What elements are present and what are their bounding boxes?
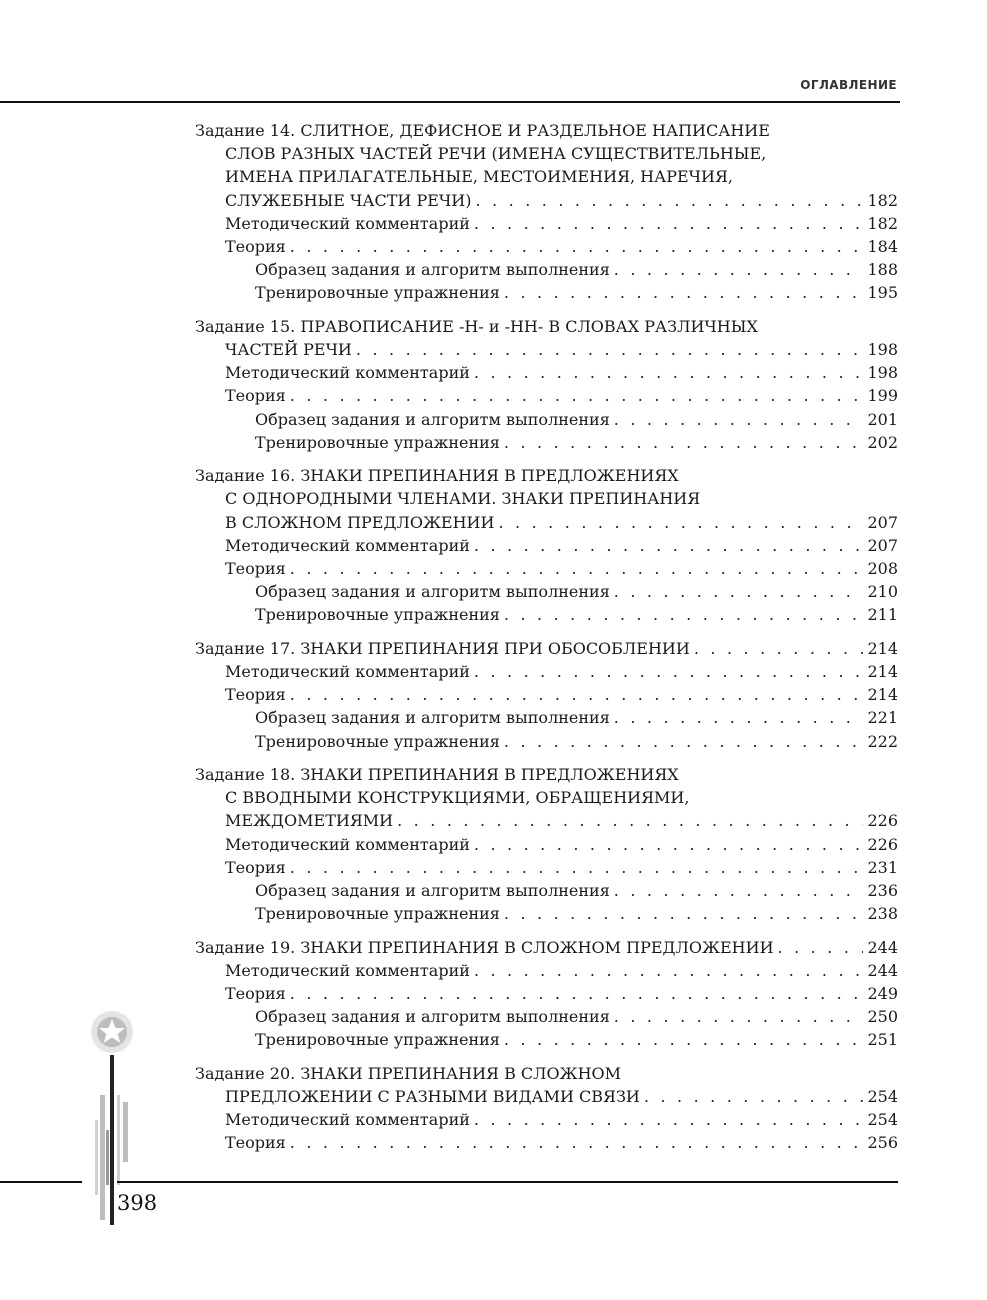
toc-entry-text: Методический комментарий bbox=[225, 1110, 470, 1130]
toc-title-line bbox=[195, 1085, 898, 1108]
toc-title-text: Задание 19. ЗНАКИ ПРЕПИНАНИЯ В СЛОЖНОМ ПРЕДЛОЖЕНИИ bbox=[195, 937, 774, 957]
dot-leader bbox=[474, 660, 864, 683]
dot-leader bbox=[290, 856, 864, 879]
dot-leader bbox=[614, 1005, 864, 1028]
toc-page-number: 208 bbox=[867, 559, 898, 579]
toc-page-number: 244 bbox=[867, 960, 898, 980]
toc-page-number: 214 bbox=[867, 638, 898, 658]
toc-section bbox=[195, 763, 898, 925]
dot-leader bbox=[614, 258, 864, 281]
toc-section bbox=[195, 637, 898, 753]
toc-section bbox=[195, 119, 898, 305]
toc-entry bbox=[195, 361, 898, 384]
dot-leader bbox=[474, 833, 864, 856]
toc-page-number: 182 bbox=[867, 213, 898, 233]
toc-title-line bbox=[195, 763, 898, 786]
toc-entry bbox=[195, 235, 898, 258]
toc-entry-text: Теория bbox=[225, 386, 286, 406]
toc-entry-text: Теория bbox=[225, 984, 286, 1004]
toc-entry bbox=[195, 431, 898, 454]
toc-title-text: ПРЕДЛОЖЕНИИ С РАЗНЫМИ ВИДАМИ СВЯЗИ bbox=[225, 1087, 640, 1107]
dot-leader bbox=[290, 982, 864, 1005]
toc-page-number: 184 bbox=[867, 237, 898, 257]
dot-leader bbox=[474, 361, 864, 384]
toc-entry bbox=[195, 902, 898, 925]
toc-page-number: 238 bbox=[867, 904, 898, 924]
toc-entry-text: Теория bbox=[225, 685, 286, 705]
running-header: ОГЛАВЛЕНИЕ bbox=[800, 78, 897, 92]
toc-page-number: 182 bbox=[867, 190, 898, 210]
dot-leader bbox=[778, 936, 864, 959]
dot-leader bbox=[474, 212, 864, 235]
toc-page-number: 254 bbox=[867, 1087, 898, 1107]
table-of-contents bbox=[195, 119, 898, 1165]
dot-leader bbox=[614, 706, 864, 729]
dot-leader bbox=[397, 809, 863, 832]
toc-entry-text: Тренировочные упражнения bbox=[255, 1030, 500, 1050]
toc-entry bbox=[195, 660, 898, 683]
toc-section bbox=[195, 936, 898, 1052]
toc-entry bbox=[195, 1131, 898, 1154]
toc-entry bbox=[195, 1028, 898, 1051]
toc-section bbox=[195, 1062, 898, 1155]
toc-page-number: 226 bbox=[867, 811, 898, 831]
toc-page-number: 199 bbox=[867, 386, 898, 406]
toc-page-number: 202 bbox=[867, 432, 898, 452]
toc-page-number: 198 bbox=[867, 363, 898, 383]
toc-title-line bbox=[195, 142, 898, 165]
dot-leader bbox=[614, 580, 864, 603]
toc-page-number: 207 bbox=[867, 535, 898, 555]
toc-entry bbox=[195, 258, 898, 281]
toc-page-number: 236 bbox=[867, 881, 898, 901]
toc-entry bbox=[195, 1005, 898, 1028]
toc-page-number: 231 bbox=[867, 857, 898, 877]
toc-page-number: 214 bbox=[867, 662, 898, 682]
dot-leader bbox=[290, 384, 864, 407]
toc-entry bbox=[195, 982, 898, 1005]
toc-entry bbox=[195, 833, 898, 856]
toc-title-text: СЛОВ РАЗНЫХ ЧАСТЕЙ РЕЧИ (ИМЕНА СУЩЕСТВИТЕЛЬНЫЕ, bbox=[225, 144, 767, 164]
toc-entry bbox=[195, 730, 898, 753]
toc-title-text: ЧАСТЕЙ РЕЧИ bbox=[225, 340, 352, 360]
toc-page-number: 251 bbox=[867, 1030, 898, 1050]
dot-leader bbox=[498, 511, 863, 534]
toc-entry-text: Образец задания и алгоритм выполнения bbox=[255, 582, 610, 602]
toc-page-number: 244 bbox=[867, 937, 898, 957]
toc-entry-text: Методический комментарий bbox=[225, 834, 470, 854]
toc-entry bbox=[195, 534, 898, 557]
dot-leader bbox=[504, 281, 864, 304]
dot-leader bbox=[290, 557, 864, 580]
toc-section bbox=[195, 464, 898, 626]
dot-leader bbox=[474, 959, 864, 982]
toc-page-number: 250 bbox=[867, 1007, 898, 1027]
dot-leader bbox=[290, 683, 864, 706]
dot-leader bbox=[504, 902, 864, 925]
toc-title-line bbox=[195, 338, 898, 361]
toc-entry bbox=[195, 580, 898, 603]
toc-entry bbox=[195, 281, 898, 304]
toc-title-text: СЛУЖЕБНЫЕ ЧАСТИ РЕЧИ) bbox=[225, 190, 472, 210]
toc-title-line bbox=[195, 189, 898, 212]
toc-section bbox=[195, 315, 898, 454]
dot-leader bbox=[474, 1108, 864, 1131]
dot-leader bbox=[504, 431, 864, 454]
toc-entry-text: Теория bbox=[225, 237, 286, 257]
toc-entry-text: Методический комментарий bbox=[225, 960, 470, 980]
footer-rule bbox=[117, 1181, 898, 1183]
page-number: 398 bbox=[117, 1191, 158, 1215]
toc-page-number: 221 bbox=[867, 708, 898, 728]
toc-entry-text: Образец задания и алгоритм выполнения bbox=[255, 409, 610, 429]
toc-entry bbox=[195, 1108, 898, 1131]
toc-entry-text: Методический комментарий bbox=[225, 535, 470, 555]
dot-leader bbox=[614, 408, 864, 431]
toc-entry-text: Тренировочные упражнения bbox=[255, 731, 500, 751]
toc-entry bbox=[195, 408, 898, 431]
toc-title-text: В СЛОЖНОМ ПРЕДЛОЖЕНИИ bbox=[225, 512, 495, 532]
toc-page-number: 256 bbox=[867, 1133, 898, 1153]
toc-entry-text: Образец задания и алгоритм выполнения bbox=[255, 1007, 610, 1027]
toc-entry-text: Тренировочные упражнения bbox=[255, 283, 500, 303]
toc-title-line bbox=[195, 487, 898, 510]
toc-title-text: Задание 16. ЗНАКИ ПРЕПИНАНИЯ В ПРЕДЛОЖЕНИЯХ bbox=[195, 466, 679, 486]
toc-page-number: 226 bbox=[867, 834, 898, 854]
toc-page-number: 214 bbox=[867, 685, 898, 705]
footer-rule bbox=[0, 1181, 82, 1183]
toc-entry bbox=[195, 557, 898, 580]
toc-entry-text: Теория bbox=[225, 559, 286, 579]
toc-title-text: Задание 18. ЗНАКИ ПРЕПИНАНИЯ В ПРЕДЛОЖЕНИЯХ bbox=[195, 765, 679, 785]
toc-title-line bbox=[195, 511, 898, 534]
toc-page-number: 188 bbox=[867, 260, 898, 280]
toc-entry bbox=[195, 212, 898, 235]
toc-title-line bbox=[195, 119, 898, 142]
toc-page-number: 201 bbox=[867, 409, 898, 429]
header-rule bbox=[0, 101, 900, 103]
toc-title-line bbox=[195, 1062, 898, 1085]
toc-entry bbox=[195, 856, 898, 879]
toc-page-number: 210 bbox=[867, 582, 898, 602]
dot-leader bbox=[475, 189, 863, 212]
toc-title-text: Задание 14. СЛИТНОЕ, ДЕФИСНОЕ И РАЗДЕЛЬНОЕ НАПИСАНИЕ bbox=[195, 121, 770, 140]
toc-entry bbox=[195, 384, 898, 407]
toc-title-text: Задание 15. ПРАВОПИСАНИЕ -Н- и -НН- В СЛОВАХ РАЗЛИЧНЫХ bbox=[195, 316, 758, 336]
toc-entry-text: Тренировочные упражнения bbox=[255, 605, 500, 625]
dot-leader bbox=[290, 235, 864, 258]
toc-title-line bbox=[195, 637, 898, 660]
toc-entry-text: Методический комментарий bbox=[225, 662, 470, 682]
toc-entry-text: Теория bbox=[225, 1133, 286, 1153]
dot-leader bbox=[290, 1131, 864, 1154]
toc-entry-text: Образец задания и алгоритм выполнения bbox=[255, 260, 610, 280]
toc-entry bbox=[195, 879, 898, 902]
toc-entry-text: Методический комментарий bbox=[225, 363, 470, 383]
toc-entry-text: Образец задания и алгоритм выполнения bbox=[255, 708, 610, 728]
toc-entry-text: Тренировочные упражнения bbox=[255, 904, 500, 924]
toc-title-text: Задание 17. ЗНАКИ ПРЕПИНАНИЯ ПРИ ОБОСОБЛЕНИИ bbox=[195, 638, 690, 658]
toc-title-line bbox=[195, 165, 898, 188]
toc-entry bbox=[195, 603, 898, 626]
toc-entry bbox=[195, 706, 898, 729]
dot-leader bbox=[504, 1028, 864, 1051]
dot-leader bbox=[614, 879, 864, 902]
toc-entry bbox=[195, 683, 898, 706]
toc-page-number: 198 bbox=[867, 340, 898, 360]
toc-title-line bbox=[195, 809, 898, 832]
toc-title-line bbox=[195, 464, 898, 487]
toc-title-line bbox=[195, 786, 898, 809]
dot-leader bbox=[694, 637, 864, 660]
toc-entry-text: Методический комментарий bbox=[225, 213, 470, 233]
toc-page-number: 211 bbox=[867, 605, 898, 625]
dot-leader bbox=[644, 1085, 864, 1108]
toc-title-text: С ОДНОРОДНЫМИ ЧЛЕНАМИ. ЗНАКИ ПРЕПИНАНИЯ bbox=[225, 489, 701, 509]
toc-title-line bbox=[195, 936, 898, 959]
toc-title-text: МЕЖДОМЕТИЯМИ bbox=[225, 811, 394, 831]
toc-entry bbox=[195, 959, 898, 982]
toc-page-number: 254 bbox=[867, 1110, 898, 1130]
dot-leader bbox=[474, 534, 864, 557]
toc-page-number: 249 bbox=[867, 984, 898, 1004]
toc-title-text: Задание 20. ЗНАКИ ПРЕПИНАНИЯ В СЛОЖНОМ bbox=[195, 1063, 622, 1083]
toc-entry-text: Теория bbox=[225, 857, 286, 877]
toc-title-text: ИМЕНА ПРИЛАГАТЕЛЬНЫЕ, МЕСТОИМЕНИЯ, НАРЕЧИЯ, bbox=[225, 167, 734, 187]
dot-leader bbox=[356, 338, 864, 361]
toc-entry-text: Тренировочные упражнения bbox=[255, 432, 500, 452]
toc-page-number: 207 bbox=[867, 512, 898, 532]
dot-leader bbox=[504, 603, 864, 626]
toc-title-text: С ВВОДНЫМИ КОНСТРУКЦИЯМИ, ОБРАЩЕНИЯМИ, bbox=[225, 788, 690, 808]
toc-title-line bbox=[195, 315, 898, 338]
dot-leader bbox=[504, 730, 864, 753]
toc-entry-text: Образец задания и алгоритм выполнения bbox=[255, 881, 610, 901]
toc-page-number: 222 bbox=[867, 731, 898, 751]
toc-page-number: 195 bbox=[867, 283, 898, 303]
